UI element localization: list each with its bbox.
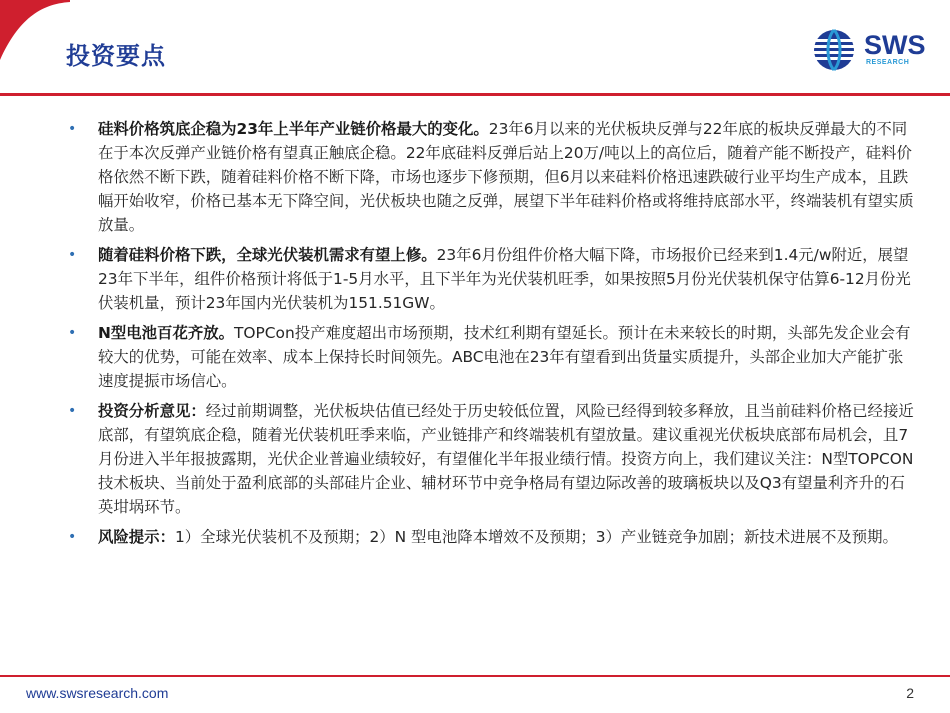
bullet-item — [66, 243, 916, 315]
bullet-text: 23年6月以来的光伏板块反弹与22年底的板块反弹最大的不同在于本次反弹产业链价格有望真正触底企稳。22年底硅料反弹后站上20万/吨以上的高位后，随着产能不断投产，硅料价格依然不断下跌，随着硅料价格不断下降，市场也逐步下修预期，但6月以来硅料价格迅速跌破行业平均生产成本，且跌幅开始收窄，价格已基本无下降空间，光伏板块也随之反弹，展望下半年硅料价格或将维持底部水平，终端装机有望实质放量。 — [98, 120, 914, 234]
bullet-item — [66, 399, 916, 519]
key-points-list — [66, 117, 916, 555]
bullet-item — [66, 117, 916, 237]
bullet-lead: N型电池百花齐放。 — [98, 324, 235, 342]
bullet-lead: 硅料价格筑底企稳为23年上半年产业链价格最大的变化。 — [98, 120, 489, 138]
bullet-dot-icon: • — [68, 325, 77, 341]
bullet-text: 1）全球光伏装机不及预期；2）N 型电池降本增效不及预期；3）产业链竞争加剧；新技术进展不及预期。 — [174, 528, 898, 546]
page-title: 投资要点 — [66, 42, 166, 70]
corner-decoration — [0, 0, 70, 90]
bullet-dot-icon: • — [68, 247, 77, 263]
bullet-item — [66, 321, 916, 393]
bullet-item — [66, 525, 916, 549]
bullet-lead: 随着硅料价格下跌，全球光伏装机需求有望上修。 — [98, 246, 437, 264]
bullet-dot-icon: • — [68, 529, 77, 545]
bullet-text: 经过前期调整，光伏板块估值已经处于历史较低位置，风险已经得到较多释放，且当前硅料价格已经接近底部，有望筑底企稳，随着光伏装机旺季来临，产业链排产和终端装机有望放量。建议重视光伏板块底部布局机会，且7月份进入半年报披露期，光伏企业普遍业绩较好，有望催化半年报业绩行情。投资方向上，我们建议关注：N型TOPCON技术板块、当前处于盈利底部的头部硅片企业、辅材环节中竞争格局有望边际改善的玻璃板块以及Q3有望量利齐升的石英坩埚环节。 — [98, 402, 914, 516]
footer-divider — [0, 675, 950, 677]
sws-logo — [812, 28, 932, 72]
logo-wordmark: SWS — [864, 30, 926, 60]
bullet-dot-icon: • — [68, 121, 77, 137]
bullet-dot-icon: • — [68, 403, 77, 419]
bullet-lead: 风险提示： — [98, 528, 175, 546]
sws-logo-globe-icon — [812, 28, 858, 72]
footer-website-link[interactable]: www.swsresearch.com — [26, 685, 169, 701]
bullet-lead: 投资分析意见： — [98, 402, 206, 420]
logo-subtitle: RESEARCH — [866, 59, 910, 66]
bullet-text: 23年6月份组件价格大幅下降，市场报价已经来到1.4元/w附近，展望23年下半年，组件价格预计将低于1-5月水平，且下半年为光伏装机旺季，如果按照5月份光伏装机保守估算6-12月份光伏装机量，预计23年国内光伏装机为151.51GW。 — [98, 246, 911, 312]
page-number: 2 — [906, 685, 914, 701]
bullet-text: TOPCon投产难度超出市场预期，技术红利期有望延长。预计在未来较长的时期，头部先发企业会有较大的优势，可能在效率、成本上保持长时间领先。ABC电池在23年有望看到出货量实质提升，头部企业加大产能扩张速度提振市场信心。 — [98, 324, 911, 390]
header-divider — [0, 93, 950, 96]
